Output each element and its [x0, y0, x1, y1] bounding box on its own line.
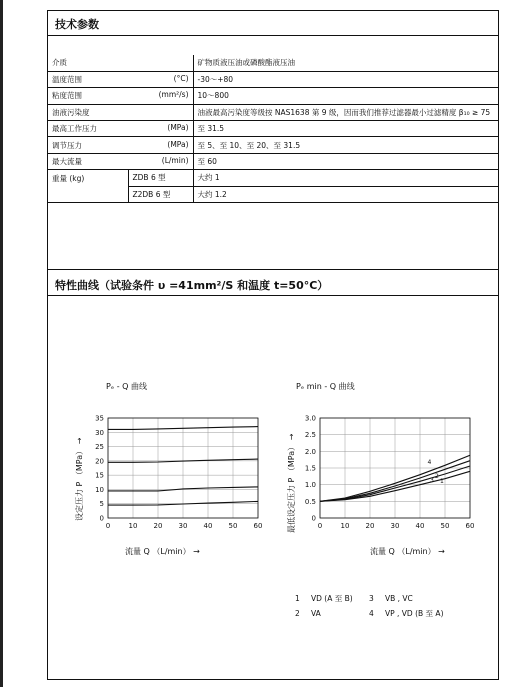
x-tick-label: 10	[128, 522, 138, 530]
param-label: 最大流量	[52, 157, 82, 167]
param-label-cell	[48, 137, 193, 153]
params-row	[48, 71, 498, 87]
params-row	[48, 88, 498, 104]
param-label-cell	[48, 104, 193, 120]
x-tick-label: 60	[253, 522, 263, 530]
legend-num: 1	[295, 594, 300, 603]
param-label-cell	[48, 55, 193, 71]
chart2-title: Pₑ min - Q 曲线	[296, 382, 355, 391]
x-tick-label: 30	[178, 522, 188, 530]
page-left-border	[0, 0, 3, 687]
x-tick-label: 20	[153, 522, 163, 530]
legend-text: VP , VD (B 至 A)	[385, 609, 444, 618]
legend-num: 4	[369, 609, 374, 618]
y-tick-label: 0	[311, 514, 316, 523]
params-row	[48, 104, 498, 120]
y-tick-label: 1.0	[304, 481, 316, 490]
legend-text: VB , VC	[385, 594, 413, 603]
chart1-title: Pₑ - Q 曲线	[106, 382, 147, 391]
y-tick-label: 30	[95, 428, 104, 437]
params-row	[48, 153, 498, 169]
chart2-ylabel: 最低设定压力 P （MPa） →	[287, 433, 296, 533]
series-label: 1	[440, 478, 444, 485]
param-label: 温度范围	[52, 75, 82, 85]
weight-model: ZDB 6 型	[128, 170, 193, 186]
param-value: 至 5、至 10、至 20、至 31.5	[193, 137, 498, 153]
legend-num: 2	[295, 609, 300, 618]
chart2-plot	[280, 406, 485, 546]
divider	[48, 269, 498, 270]
divider	[48, 35, 498, 36]
weight-model: Z2DB 6 型	[128, 186, 193, 202]
weight-label: 重量 (kg)	[48, 170, 128, 203]
series-label: 4	[427, 459, 432, 466]
params-row	[48, 55, 498, 71]
y-tick-label: 2.0	[304, 447, 316, 456]
param-value: 至 31.5	[193, 121, 498, 137]
x-tick-label: 50	[440, 522, 450, 530]
y-tick-label: 1.5	[304, 464, 316, 473]
param-value: 10～800	[193, 88, 498, 104]
param-label-cell	[48, 71, 193, 87]
chart1-xlabel: 流量 Q （L/min） →	[125, 547, 200, 556]
y-tick-label: 25	[95, 443, 104, 452]
param-label-cell	[48, 121, 193, 137]
legend-text: VA	[311, 609, 321, 618]
chart1-ylabel: 设定压力 P （MPa） →	[75, 437, 84, 521]
param-label-cell	[48, 153, 193, 169]
series-label: 2	[435, 473, 439, 480]
param-unit: (MPa)	[167, 139, 189, 149]
divider	[48, 295, 498, 296]
param-value: -30～+80	[193, 71, 498, 87]
chart2-xlabel: 流量 Q （L/min） →	[370, 547, 445, 556]
params-row	[48, 137, 498, 153]
y-tick-label: 20	[95, 457, 104, 466]
y-tick-label: 5	[99, 500, 104, 509]
y-tick-label: 3.0	[304, 414, 316, 423]
param-unit: (°C)	[173, 74, 189, 84]
series-label: 3	[430, 477, 434, 484]
document-frame	[47, 10, 499, 680]
x-tick-label: 40	[203, 522, 213, 530]
param-label: 油液污染度	[52, 107, 90, 117]
chart2-legend	[295, 591, 444, 621]
y-tick-label: 35	[95, 414, 104, 423]
params-row	[48, 170, 498, 186]
legend-row	[295, 591, 444, 606]
y-tick-label: 0	[99, 514, 104, 523]
param-unit: (L/min)	[161, 156, 189, 166]
legend-row	[295, 606, 444, 621]
param-label: 最高工作压力	[52, 124, 97, 134]
legend-text: VD (A 至 B)	[311, 594, 353, 603]
param-label: 调节压力	[52, 140, 82, 150]
y-tick-label: 2.5	[304, 431, 316, 440]
x-tick-label: 40	[415, 522, 425, 530]
x-tick-label: 30	[390, 522, 400, 530]
params-table	[48, 55, 498, 203]
x-tick-label: 20	[365, 522, 375, 530]
y-tick-label: 15	[95, 471, 104, 480]
x-tick-label: 50	[228, 522, 238, 530]
chart1-plot	[68, 406, 268, 546]
x-tick-label: 0	[317, 522, 323, 530]
weight-value: 大约 1.2	[193, 186, 498, 202]
param-value: 矿物质液压油或磷酸酯液压油	[193, 55, 498, 71]
curves-section-title: 特性曲线（试验条件 υ =41mm²/S 和温度 t=50°C）	[55, 279, 329, 292]
param-label-cell	[48, 88, 193, 104]
params-section-title: 技术参数	[55, 18, 99, 31]
param-unit: (mm²/s)	[158, 90, 189, 100]
param-label: 粘度范围	[52, 91, 82, 101]
legend-num: 3	[369, 594, 374, 603]
x-tick-label: 60	[465, 522, 475, 530]
y-tick-label: 0.5	[304, 497, 316, 506]
params-row	[48, 121, 498, 137]
param-unit: (MPa)	[167, 123, 189, 133]
param-value: 至 60	[193, 153, 498, 169]
param-value: 油液最高污染度等级按 NAS1638 第 9 级，因而我们推荐过滤器最小过滤精度 β₁₀ ≥ 75	[193, 104, 498, 120]
x-tick-label: 10	[340, 522, 350, 530]
param-label: 介质	[52, 58, 67, 68]
weight-value: 大约 1	[193, 170, 498, 186]
y-tick-label: 10	[95, 485, 104, 494]
x-tick-label: 0	[105, 522, 111, 530]
